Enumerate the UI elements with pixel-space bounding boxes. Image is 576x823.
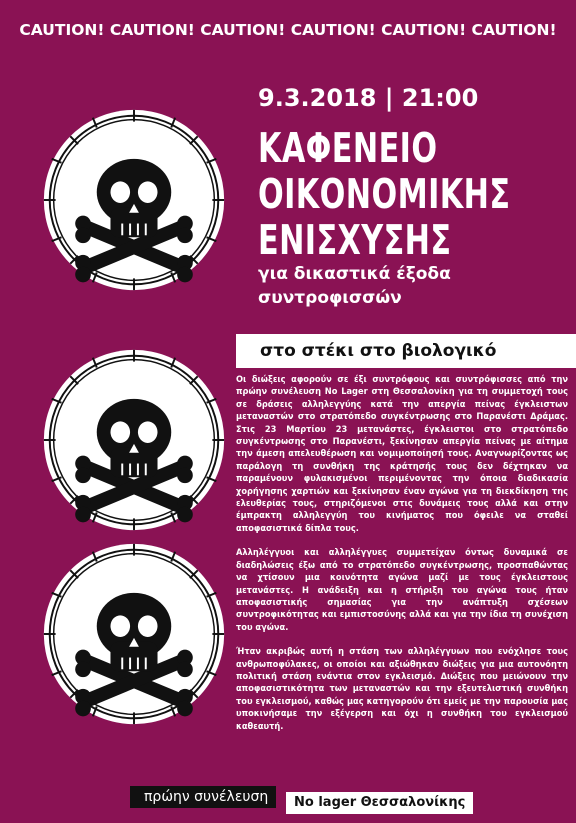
body-paragraph-3: Ήταν ακριβώς αυτή η στάση των αλληλέγγυων που ενόχλησε τους ανθρωποφύλακες, οι οποίοι και αξιώθηκαν διώξεις για μια αυτονόητη πολιτική στάση ενάντια στον εγκλεισμό. Διώξεις που μειώνουν την αποφασιστικότητα των μεταναστών και την εξευτελιστική συνθήκη του εγκλεισμού, καθώς μας κατηγορούν ότι εμείς με την παρουσία μας υποκινήσαμε την εξέγερση και όχι η συνθήκη του εγκλεισμού καθεαυτή. (236, 646, 568, 732)
skull-seal-1 (36, 102, 232, 298)
skull-seal-3 (36, 536, 232, 732)
event-subtitle (258, 262, 451, 310)
caution-banner (0, 0, 576, 64)
event-title-line-2: ΟΙΚΟΝΟΜΙΚΗΣ (258, 170, 511, 218)
body-paragraph-1: Οι διώξεις αφορούν σε έξι συντρόφους και συντρόφισσες από την πρώην συνέλευση No Lager στη Θεσσαλονίκη για τη συμμετοχή τους σε δράσεις αλληλεγγύης κατά την απεργία πείνας έγκλειστων μεταναστών στο στρατόπεδο συγκέντρωσης στο Παρανέστι Δράμας. Στις 23 Μαρτίου 23 μετανάστες, έγκλειστοι στο στρατόπεδο συγκέντρωσης στο Παρανέστι, ξεκίνησαν απεργία πείνας με αίτημα την άμεση απελευθέρωση και νομιμοποίησή τους. Αναγνωρίζοντας ως παράλογη τη συνθήκη της κράτησής τους δεν δέχτηκαν να παραμένουν φυλακισμένοι περιμένοντας την όποια διαδικασία χορήγησης χαρτιών και ξεκίνησαν έναν αγώνα για τη διεκδίκηση της ελευθερίας τους, στηριζόμενοι στις δυνάμεις τους αλλά και στην έμπρακτη αλληλεγγύη του κινήματος που όφειλε να σταθεί αποφασιστικά δίπλα τους. (236, 374, 568, 534)
footer-label-assembly: πρώην συνέλευση (130, 786, 276, 808)
body-paragraph-2: Αλληλέγγυοι και αλληλέγγυες συμμετείχαν όντως δυναμικά σε διαδηλώσεις έξω από το στρατόπεδο συγκέντρωσης, προσπαθώντας να χτίσουν μια κοινότητα αγώνα μαζί με τους έγκλειστους μετανάστες. Η ανάδειξη και η στήριξη του αγώνα τους ήταν αποφασιστικής σημασίας για την ανάπτυξη σχέσεων συντροφικότητας και εμπιστοσύνης αλλά και για την ίδια τη συνέχιση του αγώνα. (236, 547, 568, 633)
event-datetime: 9.3.2018 | 21:00 (258, 84, 479, 112)
event-venue: στο στέκι στο βιολογικό (236, 334, 576, 368)
banner-text: CAUTION! CAUTION! CAUTION! CAUTION! CAUTION! CAUTION! (0, 14, 576, 46)
event-title-line-1: ΚΑΦΕΝΕΙΟ (258, 124, 438, 172)
subtitle-line-2: συντροφισσών (258, 288, 402, 308)
skull-seal-2 (36, 342, 232, 538)
footer-label-no-lager: No lager Θεσσαλονίκης (286, 792, 473, 814)
event-title-line-3: ΕΝΙΣΧΥΣΗΣ (258, 216, 452, 264)
subtitle-line-1: για δικαστικά έξοδα (258, 264, 451, 284)
body-text (236, 374, 568, 745)
